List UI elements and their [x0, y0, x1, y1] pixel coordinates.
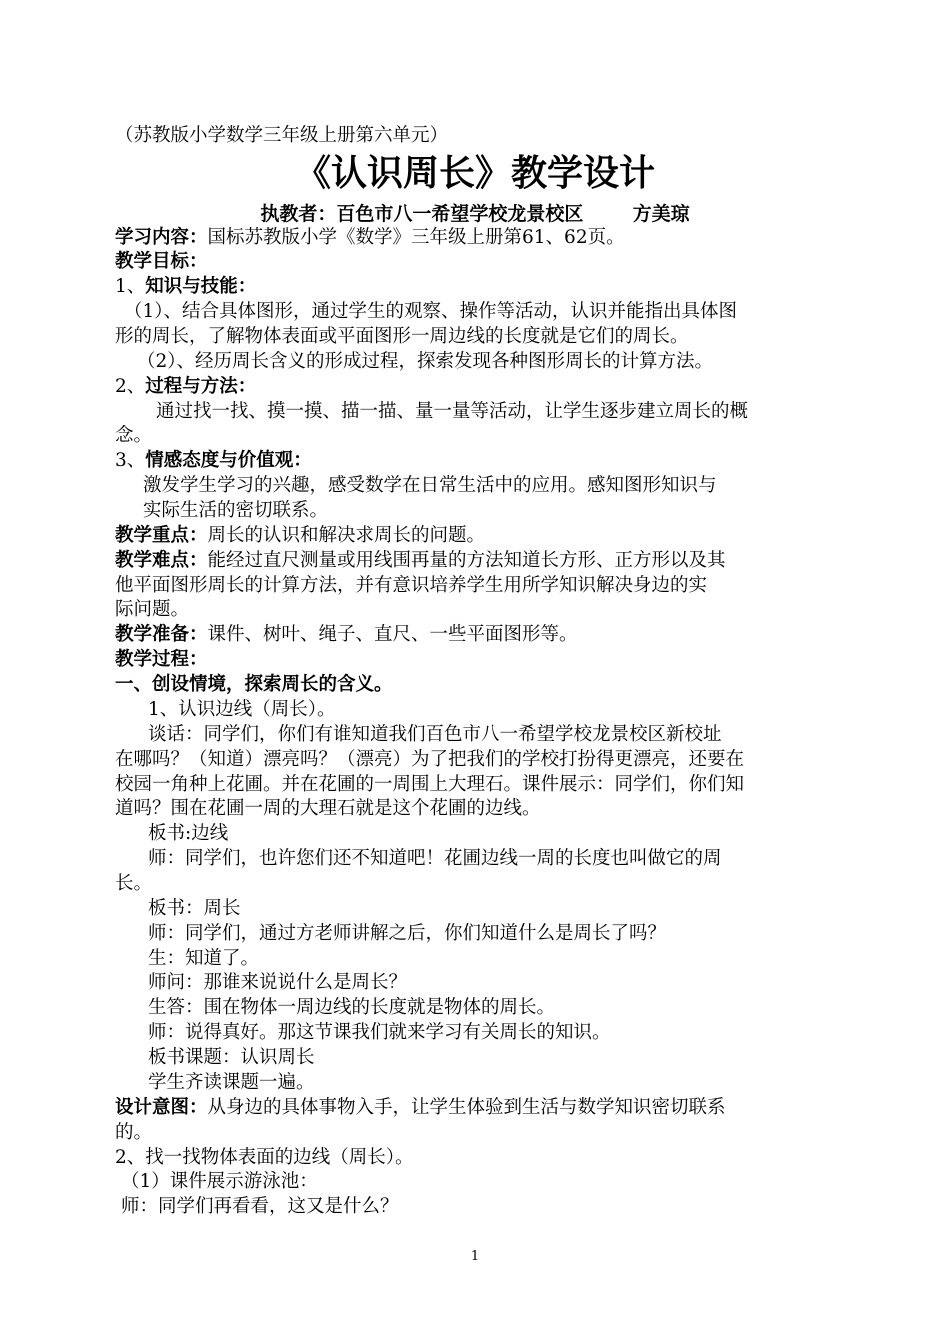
paragraph-line: 形的周长，了解物体表面或平面图形一周边线的长度就是它们的周长。	[115, 326, 689, 347]
paragraph-line: 师：同学们，也许您们还不知道吧！花圃边线一周的长度也叫做它的周	[148, 848, 722, 869]
paragraph-line: （1）、结合具体图形，通过学生的观察、操作等活动，认识并能指出具体图	[124, 301, 738, 322]
subsection-heading: 2、找一找物体表面的边线（周长）。	[115, 1147, 414, 1168]
paragraph-line: 师问：那谁来说说什么是周长？	[148, 972, 408, 993]
paragraph-line: 通过找一找、摸一摸、描一描、量一量等活动，让学生逐步建立周长的概	[156, 401, 749, 422]
paragraph-line: 际问题。	[115, 599, 190, 620]
paragraph-line: 道吗？围在花圃一周的大理石就是这个花圃的边线。	[115, 798, 541, 819]
paragraph-line: 师：同学们，通过方老师讲解之后，你们知道什么是周长了吗？	[148, 923, 667, 944]
heading-attitude: 3、情感态度与价值观：	[115, 450, 312, 471]
paragraph-line: 在哪吗？（知道）漂亮吗？（漂亮）为了把我们的学校打扮得更漂亮，还要在	[115, 749, 745, 770]
paragraph-line: 实际生活的密切联系。	[143, 500, 329, 521]
unit-subtitle: （苏教版小学数学三年级上册第六单元）	[115, 125, 449, 146]
subsection-heading: 1、认识边线（周长）。	[148, 699, 336, 720]
paragraph-line: 板书：周长	[148, 898, 241, 919]
learning-content: 学习内容：国标苏教版小学《数学》三年级上册第61、62页。	[115, 227, 625, 248]
key-point: 教学重点：周长的认识和解决求周长的问题。	[115, 525, 486, 546]
paragraph-line: 激发学生学习的兴趣，感受数学在日常生活中的应用。感知图形知识与	[143, 475, 717, 496]
paragraph-line: （1）课件展示游泳池：	[121, 1171, 318, 1192]
design-intent: 设计意图：从身边的具体事物入手，让学生体验到生活与数学知识密切联系	[115, 1097, 726, 1118]
paragraph-line: 念。	[115, 425, 153, 446]
paragraph-line: （2）、经历周长含义的形成过程，探索发现各种图形周长的计算方法。	[137, 351, 714, 372]
page-title: 《认识周长》教学设计	[294, 153, 655, 194]
page-number: 1	[470, 1249, 480, 1264]
paragraph-line: 师：同学们再看看，这又是什么？	[121, 1196, 399, 1217]
paragraph-line: 生：知道了。	[148, 948, 260, 969]
paragraph-line: 谈话：同学们，你们有谁知道我们百色市八一希望学校龙景校区新校址	[148, 724, 722, 745]
difficult-point: 教学难点：能经过直尺测量或用线围再量的方法知道长方形、正方形以及其	[115, 550, 726, 571]
paragraph-line: 生答：围在物体一周边线的长度就是物体的周长。	[148, 997, 556, 1018]
paragraph-line: 学生齐读课题一遍。	[148, 1072, 315, 1093]
heading-process: 2、过程与方法：	[115, 376, 257, 397]
preparation: 教学准备：课件、树叶、绳子、直尺、一些平面图形等。	[115, 624, 578, 645]
author-line	[0, 201, 950, 227]
paragraph-line: 师：说得真好。那这节课我们就来学习有关周长的知识。	[148, 1022, 611, 1043]
paragraph-line: 的。	[115, 1122, 153, 1143]
heading-knowledge: 1、知识与技能：	[115, 276, 257, 297]
heading-procedure: 教学过程：	[115, 649, 208, 670]
paragraph-line: 长。	[115, 873, 153, 894]
paragraph-line: 他平面图形周长的计算方法，并有意识培养学生用所学知识解决身边的实	[115, 575, 708, 596]
heading-objectives: 教学目标：	[115, 251, 208, 272]
paragraph-line: 板书:边线	[148, 823, 229, 844]
paragraph-line: 校园一角种上花圃。并在花圃的一周围上大理石。课件展示：同学们，你们知	[115, 774, 745, 795]
author-school: 执教者：百色市八一希望学校龙景校区	[260, 203, 584, 225]
author-name: 方美琼	[632, 203, 690, 225]
paragraph-line: 板书课题：认识周长	[148, 1047, 315, 1068]
section-heading: 一、创设情境，探索周长的含义。	[115, 674, 393, 695]
